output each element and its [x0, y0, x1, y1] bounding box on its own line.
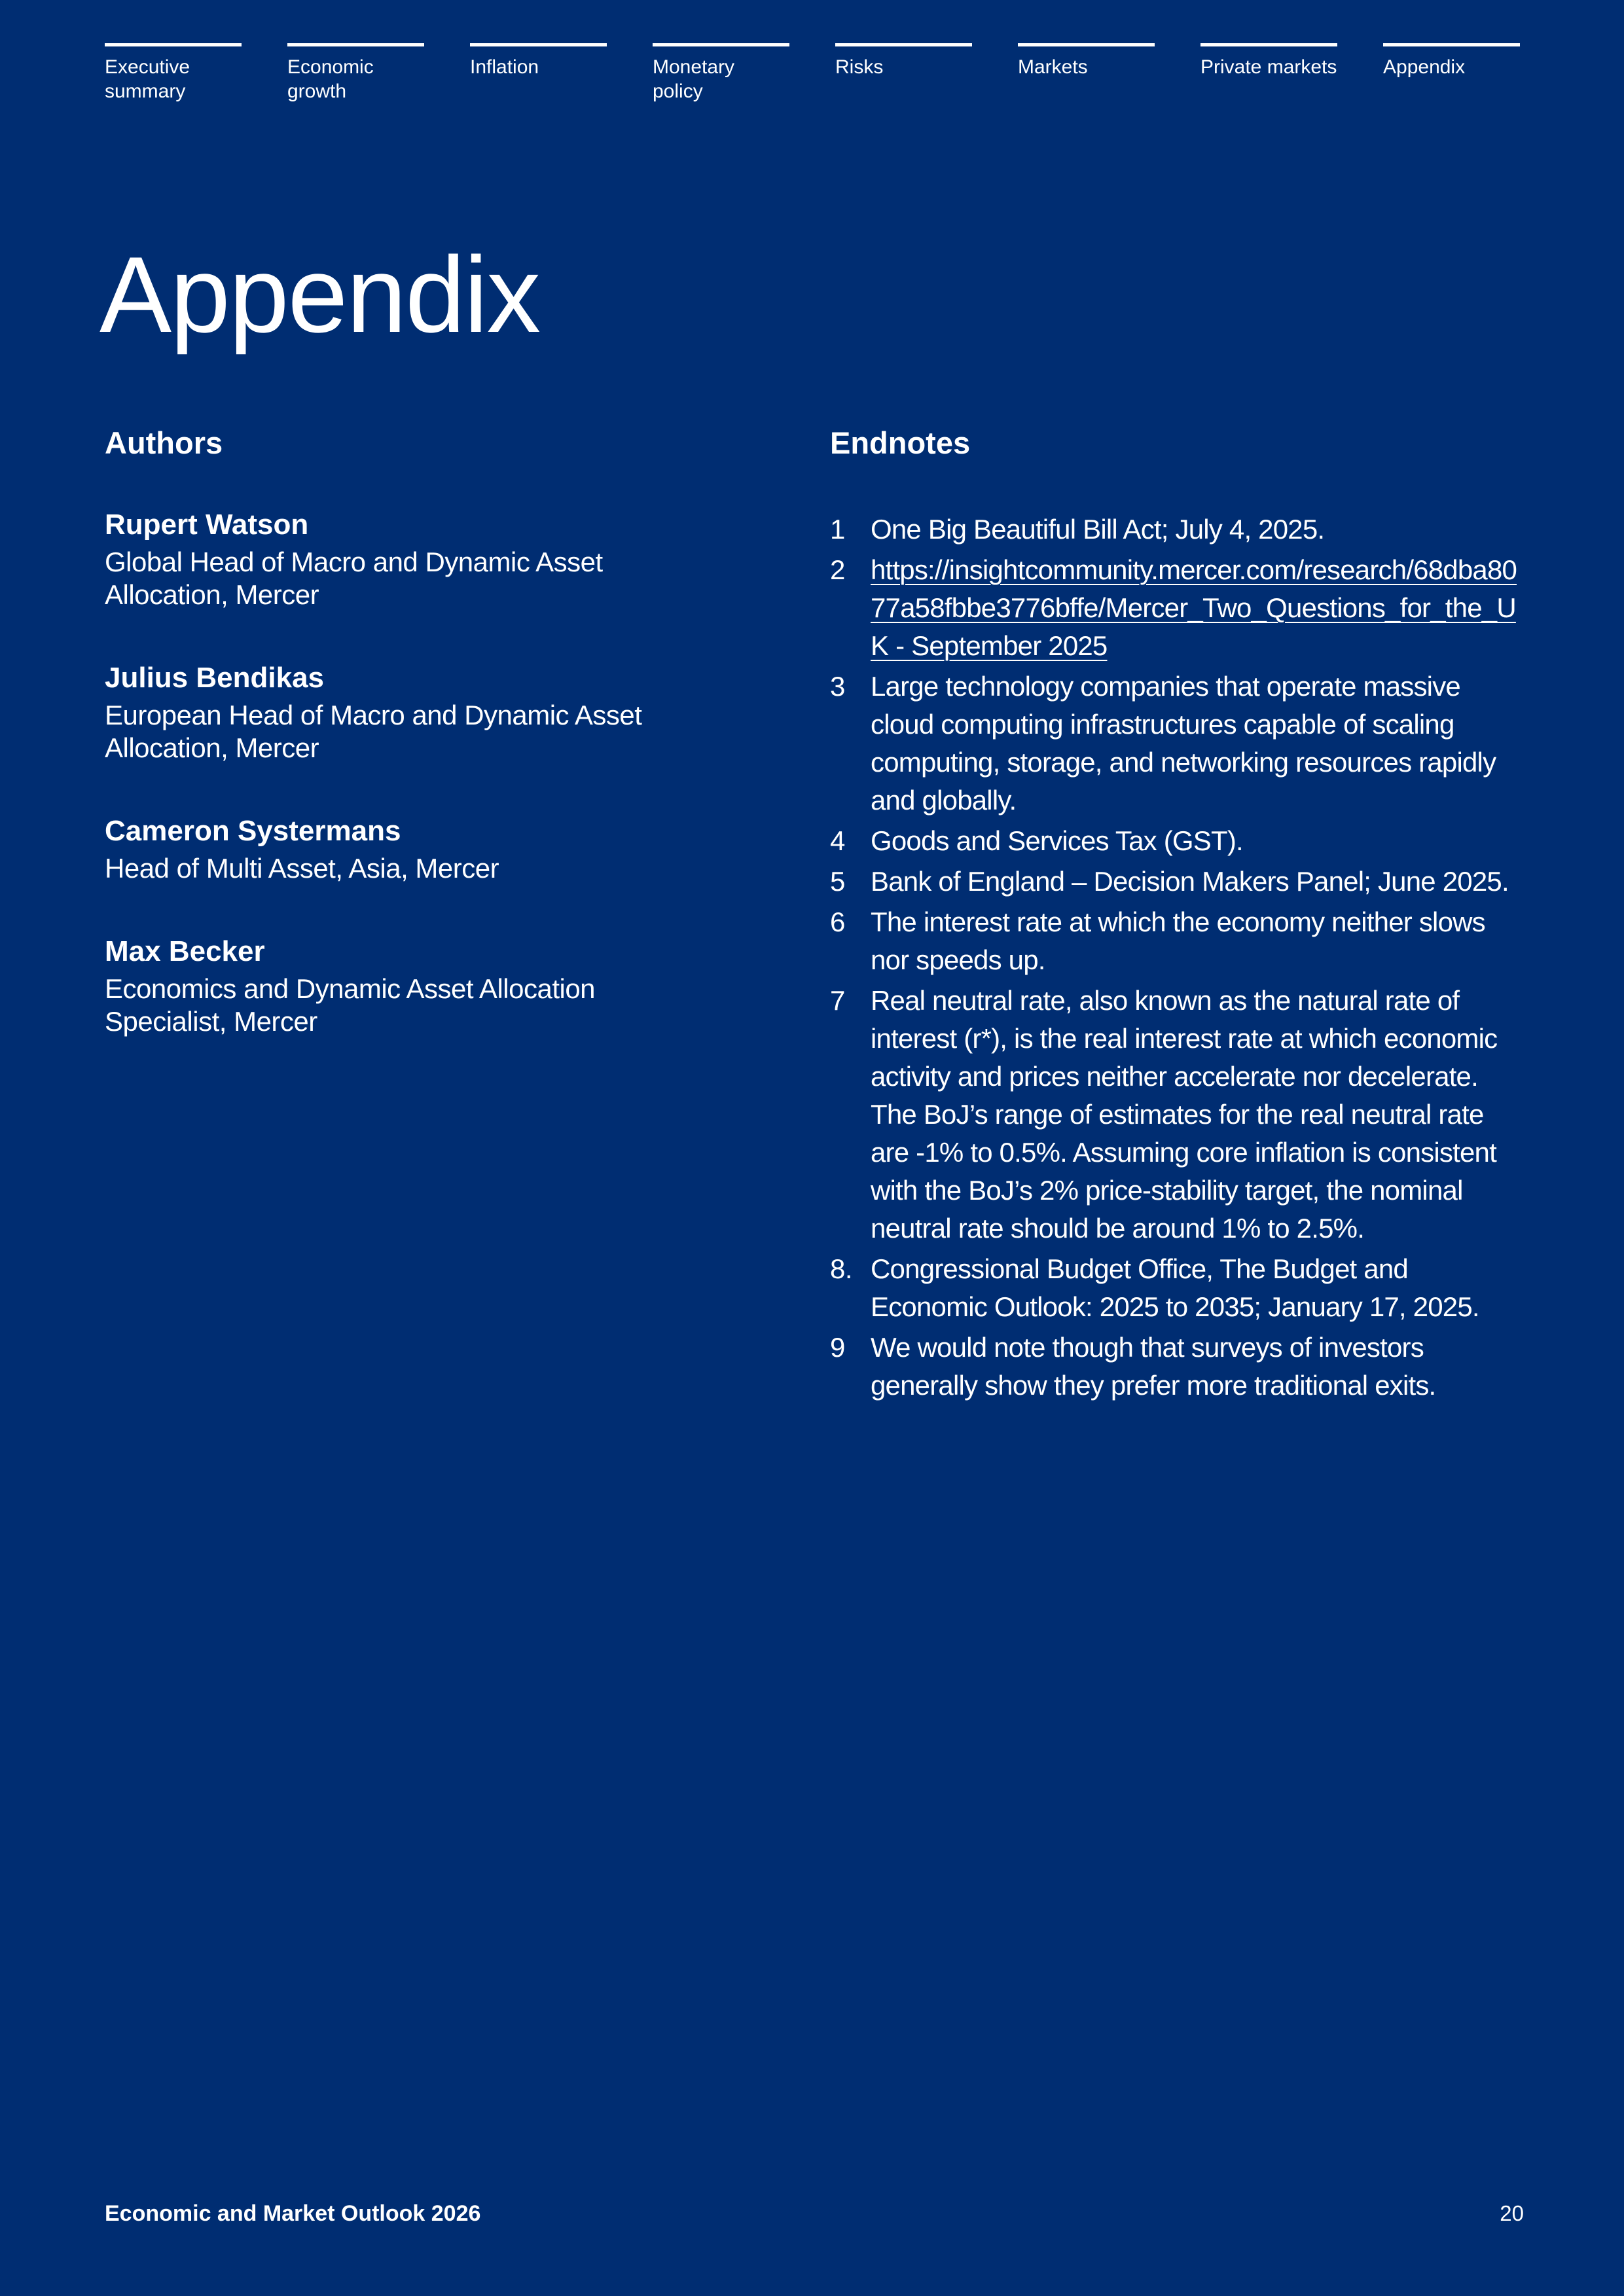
- author-entry: [105, 814, 830, 885]
- endnote-item: [830, 551, 1524, 665]
- endnote-number: 4: [830, 825, 845, 856]
- author-name: Rupert Watson: [105, 509, 309, 541]
- endnote-text: One Big Beautiful Bill Act; July 4, 2025.: [871, 514, 1325, 545]
- nav-item-label: Markets: [1018, 56, 1088, 78]
- author-name: Julius Bendikas: [105, 662, 325, 694]
- endnote-number: 7: [830, 985, 845, 1016]
- nav-item-monetary-policy[interactable]: [653, 43, 789, 103]
- authors-heading: Authors: [105, 425, 223, 460]
- author-name: Max Becker: [105, 935, 265, 967]
- endnote-number: 3: [830, 671, 845, 702]
- endnote-item: [830, 1329, 1524, 1405]
- nav-item-label: Appendix: [1383, 56, 1466, 78]
- authors-list: [105, 508, 830, 1038]
- nav-item-label: Monetary policy: [653, 56, 735, 102]
- endnote-item: [830, 863, 1524, 901]
- nav-item-label: Inflation: [470, 56, 539, 78]
- endnote-text: Large technology companies that operate massive cloud computing infrastructures capable of scaling computing, storage, and networking resources rapidly and globally.: [871, 671, 1496, 816]
- endnote-number: 1: [830, 514, 845, 545]
- endnote-item: [830, 1250, 1524, 1326]
- nav-item-economic-growth[interactable]: [287, 43, 424, 103]
- nav-item-private-markets[interactable]: [1200, 43, 1337, 103]
- author-title: Global Head of Macro and Dynamic Asset Allocation, Mercer: [105, 547, 603, 610]
- footer-page-number: 20: [1500, 2201, 1524, 2225]
- endnotes-list: [830, 511, 1524, 1405]
- author-title: Head of Multi Asset, Asia, Mercer: [105, 853, 499, 884]
- nav-item-executive-summary[interactable]: [105, 43, 242, 103]
- page-title: Appendix: [99, 234, 540, 355]
- nav-item-label: Executive summary: [105, 56, 190, 102]
- nav-item-label: Economic growth: [287, 56, 374, 102]
- endnotes-heading: Endnotes: [830, 425, 971, 460]
- endnote-number: 2: [830, 554, 845, 585]
- nav-item-markets[interactable]: [1018, 43, 1155, 103]
- endnote-text: We would note though that surveys of investors generally show they prefer more traditional exits.: [871, 1332, 1436, 1401]
- author-title: Economics and Dynamic Asset Allocation Specialist, Mercer: [105, 973, 596, 1037]
- authors-section: [105, 425, 830, 1407]
- endnote-item: [830, 903, 1524, 979]
- author-entry: [105, 661, 830, 764]
- endnote-item: [830, 668, 1524, 819]
- endnote-text: The interest rate at which the economy neither slows nor speeds up.: [871, 906, 1485, 975]
- author-title: European Head of Macro and Dynamic Asset Allocation, Mercer: [105, 700, 642, 763]
- endnote-number: 8.: [830, 1253, 853, 1284]
- endnote-number: 6: [830, 906, 845, 937]
- top-nav: [105, 43, 1520, 103]
- author-name: Cameron Systermans: [105, 815, 401, 847]
- author-entry: [105, 935, 830, 1038]
- endnote-text: Goods and Services Tax (GST).: [871, 825, 1243, 856]
- endnote-item: [830, 511, 1524, 548]
- nav-item-inflation[interactable]: [470, 43, 607, 103]
- nav-item-risks[interactable]: [835, 43, 972, 103]
- footer-document-title: Economic and Market Outlook 2026: [105, 2201, 481, 2226]
- endnotes-section: [830, 425, 1524, 1407]
- endnote-item: [830, 982, 1524, 1247]
- author-entry: [105, 508, 830, 611]
- endnote-text: Congressional Budget Office, The Budget and Economic Outlook: 2025 to 2035; January 17, 2025.: [871, 1253, 1479, 1322]
- endnote-text: Real neutral rate, also known as the natural rate of interest (r*), is the real interest rate at which economic activity and prices neither accelerate nor decelerate. The BoJ’s range of estimates for the real neutral rate are -1% to 0.5%. Assuming core inflation is consistent with the BoJ’s 2% price-stability target, the nominal neutral rate should be around 1% to 2.5%.: [871, 985, 1498, 1244]
- page-footer: [105, 2201, 1524, 2227]
- nav-item-label: Private markets: [1200, 56, 1337, 78]
- endnote-number: 9: [830, 1332, 845, 1363]
- nav-item-appendix[interactable]: [1383, 43, 1520, 103]
- endnote-number: 5: [830, 866, 845, 897]
- endnote-item: [830, 822, 1524, 860]
- endnote-text: Bank of England – Decision Makers Panel; June 2025.: [871, 866, 1509, 897]
- nav-item-label: Risks: [835, 56, 884, 78]
- content-columns: [105, 425, 1524, 1407]
- endnote-link[interactable]: https://insightcommunity.mercer.com/research/68dba8077a58fbbe3776bffe/Mercer_Two_Questions_for_the_UK - September 2025: [871, 554, 1517, 661]
